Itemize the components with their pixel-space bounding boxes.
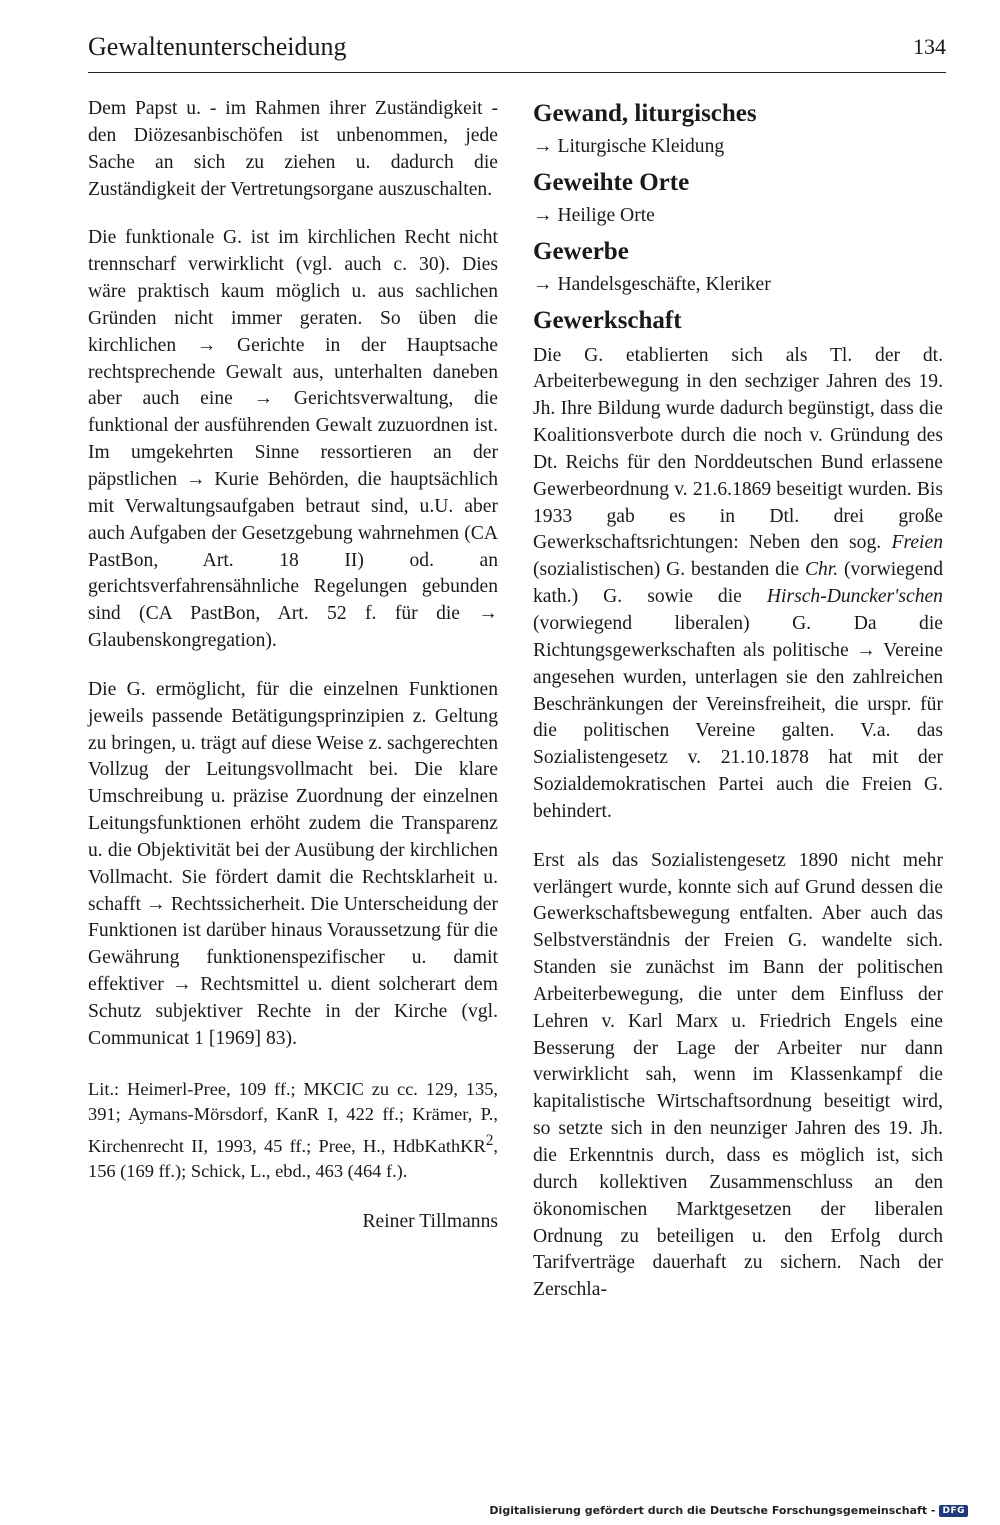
running-header [88,28,946,73]
literature-text: , 156 (169 ff.); Schick, L., ebd., 463 (464 f.). [88,1135,498,1182]
dictionary-entry [533,98,943,161]
text-run: (vorwiegend kath.) G. sowie die [533,559,944,608]
cross-reference[interactable]: → Liturgische Kleidung [533,136,725,157]
page-number: 134 [913,34,946,59]
dictionary-entry [533,167,943,230]
paragraph: Dem Papst u. - im Rahmen ihrer Zuständigkeit - den Diözesanbischöfen ist unbenommen, jede Sache an sich zu ziehen u. dadurch die Zuständigkeit der Vertretungsorgane auszuschalten. [88,98,498,200]
text-run: (sozialistischen) G. bestanden die [533,559,800,581]
paragraph: Erst als das Sozialistengesetz 1890 nicht mehr verlängert wurde, konnte sich auf Grund dessen die Gewerkschaftsbewegung entfalten. Aber auch das Selbstverständnis der Freien G. wandelte sich. Standen sie zunächst im Bann der politischen Arbeiterbewegung, die unter dem Einfluss der Lehren v. Karl Marx u. Friedrich Engels eine Besserung der Lage der Arbeiter nur dann verwirklicht sah, wenn im Klassenkampf die kapitalistische Wirtschaftsordnung beseitigt wird, so setzte sich in den neunziger Jahren des 19. Jh. die Erkenntnis durch, dass es möglich ist, sich durch kollektiven Zusammenschluss an den ökonomischen Marktgesetzen der liberalen Ordnung zu beteiligen u. den Erfolg durch Tarifverträge dauerhaft zu sichern. Nach der Zerschla- [533,849,943,1301]
dfg-logo: DFG [939,1505,968,1517]
literature-references [88,1077,498,1185]
text-run: Die G. etablierten sich als Tl. der dt. Arbeiterbewegung in den sechziger Jahren des 19. Jh. Ihre Bildung wurde dadurch begünstigt, dass die Koalitionsverbote durch die noch v. Gründung des Dt. Reichs für den Norddeutschen Bund erlassene Gewerbeordnung v. 21.6.1869 beseitigt wurden. Bis 1933 gab es in Dtl. drei große Gewerkschaftsrichtungen: Neben den sog. [533,344,943,554]
entry-heading: Gewand, liturgisches [533,100,757,127]
cross-reference[interactable]: → Heilige Orte [533,204,655,226]
cross-reference[interactable]: → Handelsgeschäfte, Kleriker [533,273,771,295]
italic-term: Hirsch-Duncker'schen [766,586,943,608]
right-column [533,98,943,1308]
dictionary-entry [533,236,943,299]
left-column [88,96,498,1236]
italic-term: Chr. [804,559,839,581]
author-name: Reiner Tillmanns [362,1210,498,1232]
superscript: 2 [485,1131,494,1149]
italic-term: Freien [891,532,943,554]
entry-heading: Gewerkschaft [533,306,682,334]
paragraph: Die G. ermöglicht, für die einzelnen Funktionen jeweils passende Betätigungsprinzipien z. Geltung zu bringen, u. trägt auf diese Weise z. sachgerechten Vollzug der Leitungsvollmacht bei. Die klare Umschreibung u. präzise Zuordnung der einzelnen Leitungsfunktionen erhöht zudem die Transparenz u. die Objektivität bei der Ausübung der kirchlichen Vollmacht. Sie fördert damit die Rechtsklarheit u. schafft → Rechtssicherheit. Die Unterscheidung der Funktionen ist darüber hinaus Voraussetzung für die Gewährung funktionenspezifischer u. damit effektiver → Rechtsmittel u. dient solcherart dem Schutz subjektiver Rechte in der Kirche (vgl. Communicat 1 [1969] 83). [88,678,498,1049]
dictionary-entry [533,305,943,1305]
entry-heading: Gewerbe [533,237,629,265]
text-run: (vorwiegend liberalen) G. Da die Richtungsgewerkschaften als politische → Vereine angesehen wurden, unterlagen sie den zahlreichen Beschränkungen der Vereinsfreiheit, die urspr. für die politischen Vereine galten. V.a. das Sozialistengesetz v. 21.10.1878 hat mit der Sozialdemokratischen Partei auch die Freien G. behindert. [533,612,943,822]
paragraph: Die funktionale G. ist im kirchlichen Recht nicht trennscharf verwirklicht (vgl. auch c. 30). Dies wäre praktisch kaum möglich u. aus sachlichen Gründen nicht immer geraten. So üben die kirchlichen → Gerichte in der Hauptsache rechtsprechende Gewalt aus, unterhalten daneben aber auch eine → Gerichtsverwaltung, die funktional der ausführenden Gewalt zuzuordnen ist. Im umgekehrten Sinne ressortieren an der päpstlichen → Kurie Behörden, die hauptsächlich mit Verwaltungsaufgaben betraut sind, u.U. aber auch Aufgaben der Gesetzgebung wahrnehmen (CA PastBon, Art. 18 II) od. an gerichtsverfahrensähnliche Regelungen gebunden sind (CA PastBon, Art. 52 f. für die → Glaubenskongregation). [88,227,498,652]
digitization-credit [489,1504,968,1517]
credit-text: Digitalisierung gefördert durch die Deutsche Forschungsgemeinschaft - [489,1504,936,1517]
paragraph [533,343,943,826]
running-title: Gewaltenunterscheidung [88,32,347,61]
literature-text: Lit.: Heimerl-Pree, 109 ff.; MKCIC zu cc. 129, 135, 391; Aymans-Mörsdorf, KanR I, 422 ff.; Krämer, P., Kirchenrecht II, 1993, 45 ff.; Pree, H., HdbKathKR [88,1078,498,1156]
entry-heading: Geweihte Orte [533,168,690,196]
